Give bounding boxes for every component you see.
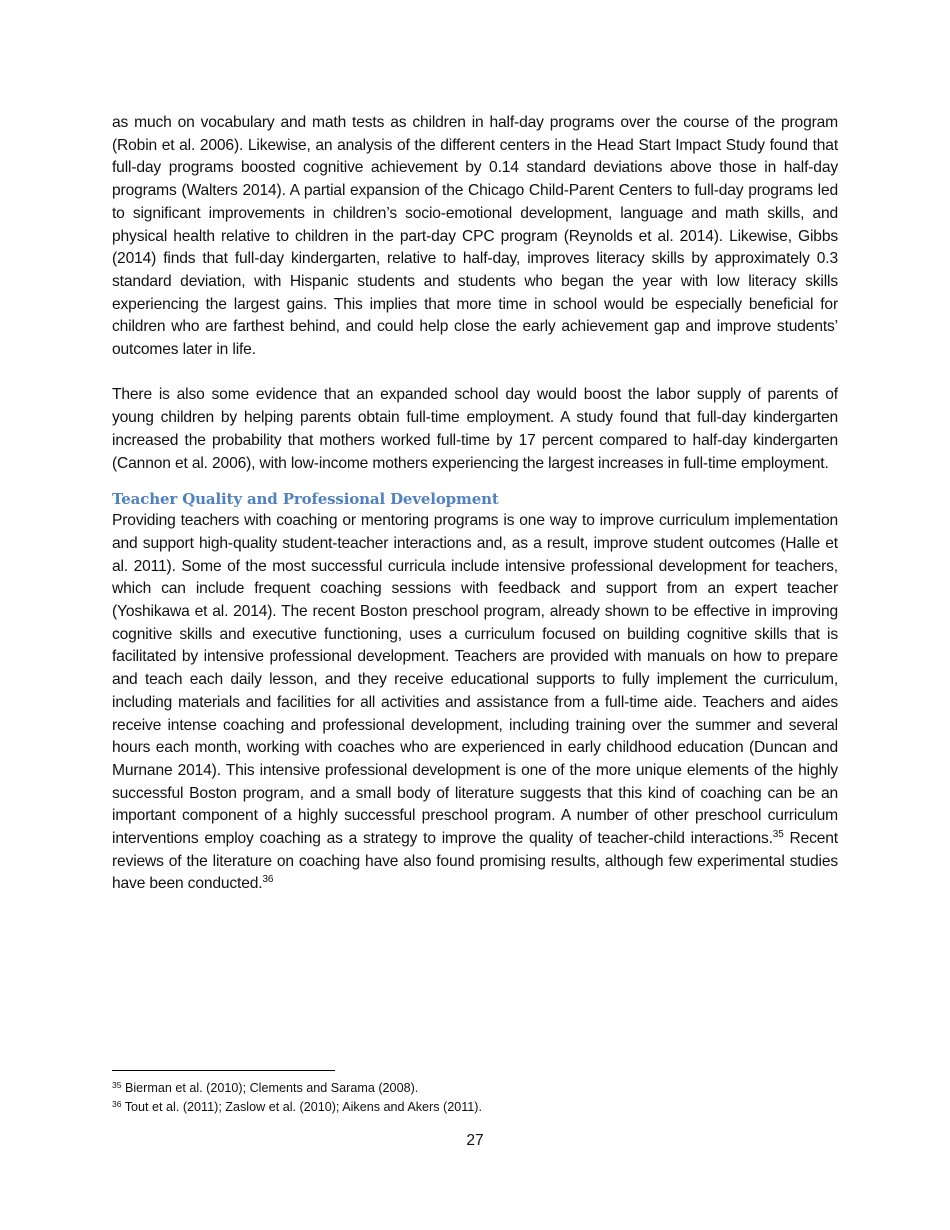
body-paragraph: as much on vocabulary and math tests as children in half-day programs over the course of the program (Robin et al. 2006). Likewise, an analysis of the different centers in the Head Start Impact Study found that full-day programs boosted cognitive achievement by 0.14 standard deviations above those in half-day programs (Walters 2014). A partial expansion of the Chicago Child-Parent Centers to full-day programs led to significant improvements in children’s socio-emotional development, language and math skills, and physical health relative to children in the part-day CPC program (Reynolds et al. 2014). Likewise, Gibbs (2014) finds that full-day kindergarten, relative to half-day, improves literacy skills by approximately 0.3 standard deviation, with Hispanic students and students who began the year with low literacy skills experiencing the largest gains. This implies that more time in school would be especially beneficial for children who are farthest behind, and could help close the early achievement gap and improve students’ outcomes later in life. — [112, 114, 838, 359]
footnote-text: Bierman et al. (2010); Clements and Sarama (2008). — [121, 1081, 419, 1095]
footnote — [112, 1098, 838, 1117]
body-paragraph: There is also some evidence that an expanded school day would boost the labor supply of parents of young children by helping parents obtain full-time employment. A study found that full-day kindergarten increased the probability that mothers worked full-time by 17 percent compared to half-day kindergarten (Cannon et al. 2006), with low-income mothers experiencing the largest increases in full-time employment. — [112, 386, 838, 472]
body-paragraph — [112, 510, 838, 896]
page-body — [112, 112, 838, 896]
footnote-reference: 36 — [262, 874, 274, 886]
footnote-mark: 36 — [112, 1099, 122, 1109]
footnote-text: Tout et al. (2011); Zaslow et al. (2010); Aikens and Akers (2011). — [121, 1100, 482, 1114]
footnote-separator — [112, 1070, 335, 1071]
section-heading: Teacher Quality and Professional Development — [112, 490, 499, 509]
paragraph-text: Recent reviews of the literature on coaching have also found promising results, although few experimental studies have been conducted. — [112, 830, 838, 893]
footnotes — [112, 1079, 838, 1117]
paragraph-text: Providing teachers with coaching or mentoring programs is one way to improve curriculum implementation and support high-quality student-teacher interactions and, as a result, improve student outcomes (Halle et al. 2011). Some of the most successful curricula include intensive professional development for teachers, which can include frequent coaching sessions with feedback and support from an expert teacher (Yoshikawa et al. 2014). The recent Boston preschool program, already shown to be effective in improving cognitive skills and executive functioning, uses a curriculum focused on building cognitive skills that is facilitated by intensive professional development. Teachers are provided with manuals on how to prepare and teach each daily lesson, and they receive educational supports to fully implement the curriculum, including materials and facilities for all activities and assistance from a full-time aide. Teachers and aides receive intense coaching and professional development, including training over the summer and several hours each month, working with coaches who are experienced in early childhood education (Duncan and Murnane 2014). This intensive professional development is one of the more unique elements of the highly successful Boston program, and a small body of literature suggests that this kind of coaching can be an important component of a highly successful preschool program. A number of other preschool curriculum interventions employ coaching as a strategy to improve the quality of teacher-child interactions. — [112, 512, 838, 848]
footnote-reference: 35 — [772, 829, 784, 841]
page-number: 27 — [466, 1132, 484, 1149]
footnote-mark: 35 — [112, 1080, 122, 1090]
footnote — [112, 1079, 838, 1098]
